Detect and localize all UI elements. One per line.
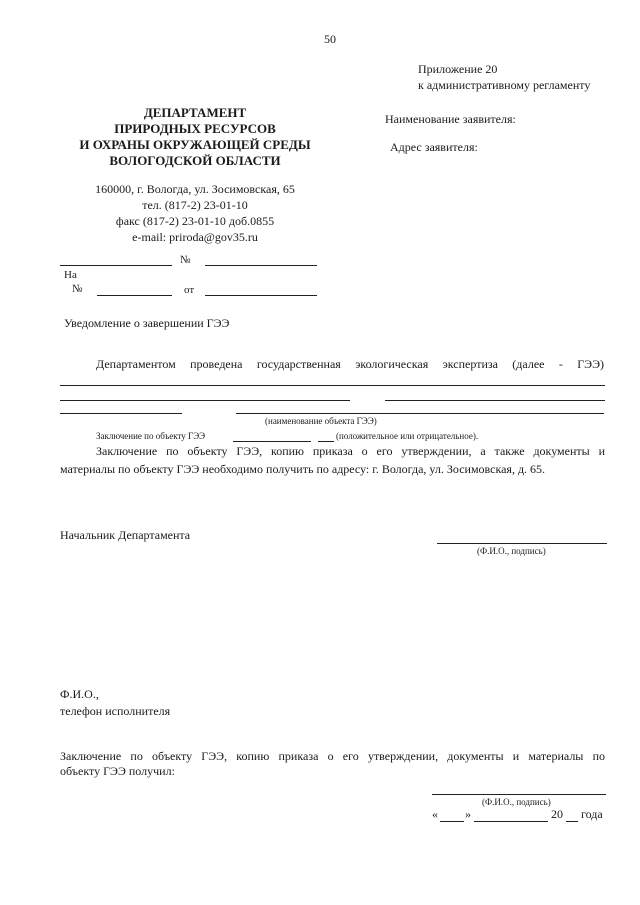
- object-line-2a: [60, 400, 350, 401]
- conclusion-label: Заключение по объекту ГЭЭ: [96, 431, 206, 441]
- body-first-line: Департаментом проведена государственная экологическая экспертиза (далее - ГЭЭ): [96, 357, 604, 371]
- department-name-line: ДЕПАРТАМЕНТ: [143, 105, 247, 120]
- signature-caption: (Ф.И.О., подпись): [477, 546, 546, 556]
- department-name: [60, 105, 330, 169]
- conclusion-blank-2: [318, 441, 334, 442]
- receipt-signature-line: [432, 794, 606, 795]
- department-address: 160000, г. Вологда, ул. Зосимовская, 65: [95, 182, 295, 196]
- reg-na-label: На: [64, 269, 77, 281]
- signature-line: [437, 543, 607, 544]
- executor-fio: Ф.И.О.,: [60, 687, 99, 701]
- body-paragraph-line-2: материалы по объекту ГЭЭ необходимо получить по адресу: г. Вологда, ул. Зосимовская, д. 65.: [60, 462, 546, 476]
- reg-date-line: [60, 265, 172, 266]
- incoming-number-line: [97, 295, 172, 296]
- department-phone: тел. (817-2) 23-01-10: [142, 198, 248, 212]
- date-month-line: [474, 821, 548, 822]
- object-line-3a: [60, 413, 182, 414]
- receipt-line-2: объекту ГЭЭ получил:: [60, 764, 175, 778]
- appendix-title: Приложение 20: [418, 62, 498, 76]
- department-name-line: ПРИРОДНЫХ РЕСУРСОВ: [114, 121, 276, 136]
- signature-title: Начальник Департамента: [60, 528, 191, 542]
- object-line-1: [60, 385, 605, 386]
- date-year-line: [566, 821, 578, 822]
- receipt-line-1: Заключение по объекту ГЭЭ, копию приказа о его утверждении, документы и материалы по: [60, 749, 605, 763]
- reg-number-sign: №: [180, 254, 191, 266]
- receipt-signature-caption: (Ф.И.О., подпись): [482, 797, 551, 807]
- reg-from-label: от: [184, 284, 195, 296]
- object-line-2b: [385, 400, 605, 401]
- date-close-quote: »: [465, 807, 471, 821]
- date-year-prefix: 20: [551, 807, 563, 821]
- department-contacts: [60, 181, 330, 245]
- executor-phone: телефон исполнителя: [60, 704, 171, 718]
- applicant-address-label: Адрес заявителя:: [390, 140, 478, 154]
- incoming-date-line: [205, 295, 317, 296]
- date-day-line: [440, 821, 464, 822]
- department-name-line: И ОХРАНЫ ОКРУЖАЮЩЕЙ СРЕДЫ: [79, 137, 311, 152]
- date-open-quote: «: [432, 807, 438, 821]
- conclusion-blank-1: [233, 441, 311, 442]
- body-paragraph-line-1: Заключение по объекту ГЭЭ, копию приказа о его утверждении, а также документы и: [96, 444, 605, 458]
- applicant-name-label: Наименование заявителя:: [385, 112, 516, 126]
- date-year-suffix: года: [581, 807, 603, 821]
- department-email: e-mail: priroda@gov35.ru: [132, 230, 258, 244]
- page-number: 50: [324, 32, 336, 46]
- appendix-subtitle: к административному регламенту: [418, 78, 591, 92]
- department-name-line: ВОЛОГОДСКОЙ ОБЛАСТИ: [109, 153, 281, 168]
- department-fax: факс (817-2) 23-01-10 доб.0855: [115, 214, 275, 228]
- conclusion-caption: (положительное или отрицательное).: [336, 431, 479, 441]
- object-line-3b: [236, 413, 604, 414]
- object-caption: (наименование объекта ГЭЭ): [265, 416, 377, 426]
- reg-number-sign-2: №: [72, 283, 83, 295]
- reg-number-line: [205, 265, 317, 266]
- notice-title: Уведомление о завершении ГЭЭ: [64, 316, 230, 330]
